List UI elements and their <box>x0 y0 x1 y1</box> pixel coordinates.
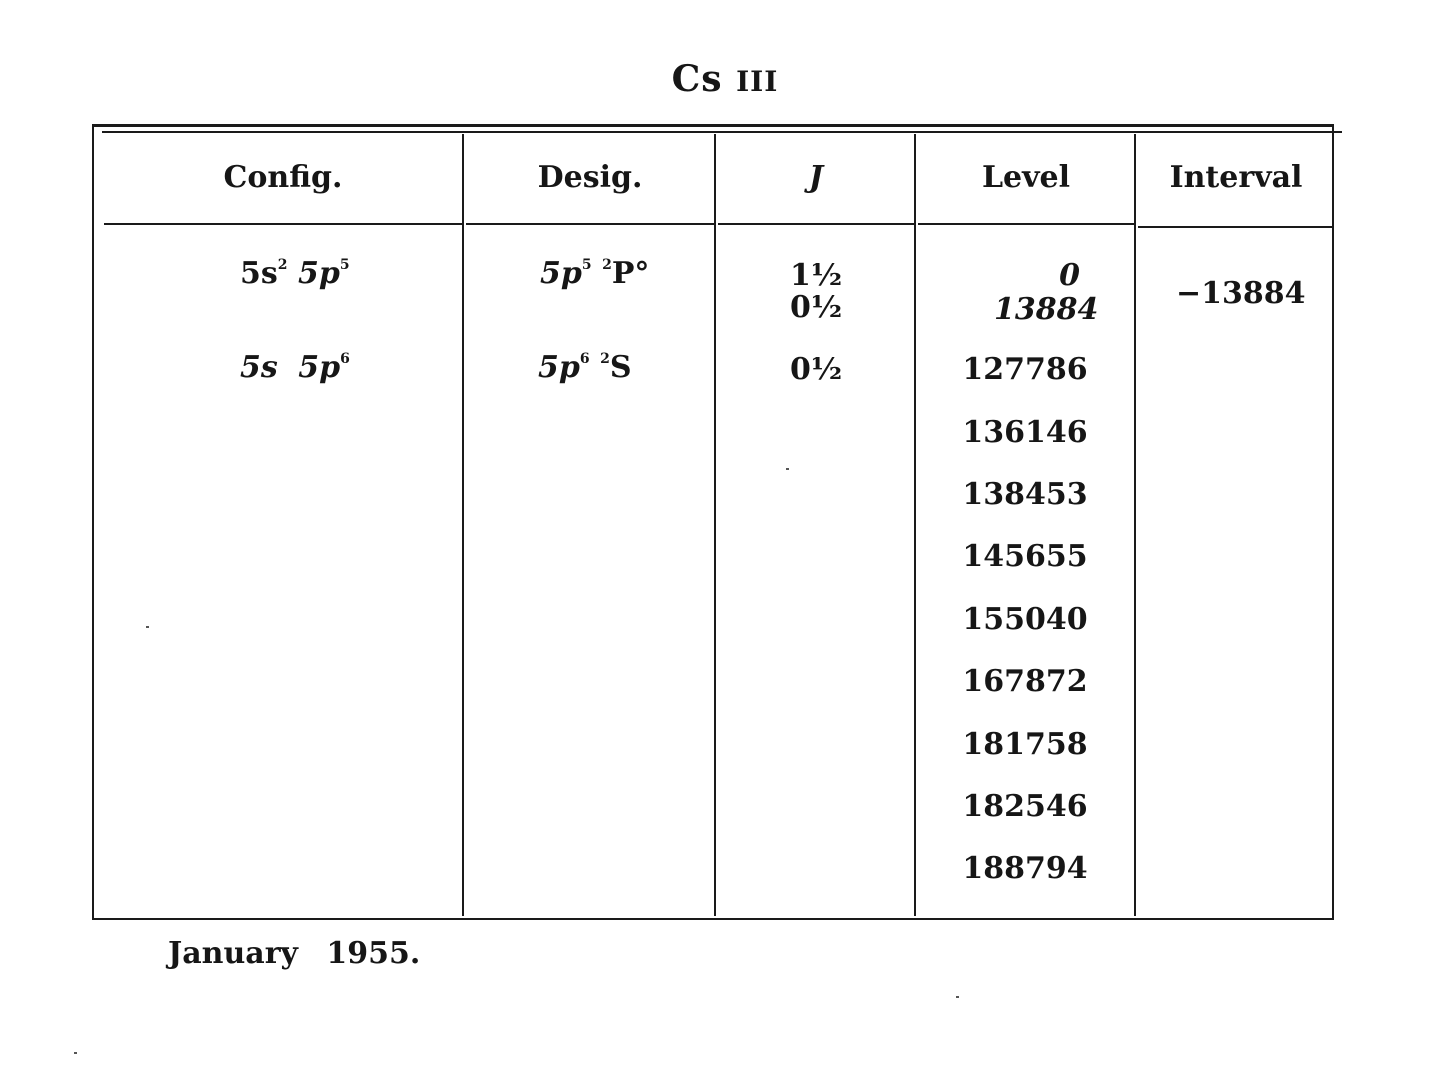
header-rule <box>466 223 714 225</box>
desig-subshell: 5p <box>540 256 582 291</box>
level-value: 181758 <box>962 727 1088 762</box>
scan-speck <box>146 626 149 628</box>
page-title <box>0 58 1433 100</box>
j-value: 1½ <box>790 258 843 293</box>
header-desig: Desig. <box>537 160 643 195</box>
config-cell <box>240 256 350 291</box>
level-value: 155040 <box>962 602 1088 637</box>
scan-speck <box>786 468 789 470</box>
column-divider <box>914 134 916 916</box>
config-cell <box>240 350 350 385</box>
header-rule <box>1138 226 1334 228</box>
desig-superscript: 6 <box>579 351 590 367</box>
config-subshell: 5p <box>298 350 341 385</box>
j-value: 0½ <box>790 352 843 387</box>
title-spectrum: III <box>736 65 779 98</box>
column-divider <box>1134 134 1136 916</box>
config-subshell: 5s <box>240 350 278 385</box>
header-rule <box>718 223 914 225</box>
desig-cell <box>540 256 649 291</box>
level-value: 138453 <box>962 477 1088 512</box>
header-rule <box>918 223 1134 225</box>
level-value: 13884 <box>994 292 1099 327</box>
header-interval: Interval <box>1169 160 1303 195</box>
level-value: 127786 <box>962 352 1088 387</box>
title-element: Cs <box>671 58 723 100</box>
desig-cell <box>538 350 631 385</box>
level-value: 188794 <box>962 851 1088 886</box>
config-subshell: 5p <box>297 256 340 291</box>
desig-superscript: 5 <box>581 257 592 273</box>
config-superscript: 5 <box>339 257 350 273</box>
desig-term: P° <box>611 256 650 291</box>
desig-multiplicity: 2 <box>600 351 610 367</box>
desig-term: S <box>609 350 632 385</box>
column-divider <box>714 134 716 916</box>
desig-subshell: 5p <box>538 350 580 385</box>
level-value: 167872 <box>962 664 1088 699</box>
config-superscript: 6 <box>340 351 350 367</box>
scan-speck <box>74 1052 77 1054</box>
interval-value: −13884 <box>1176 276 1306 311</box>
column-divider <box>462 134 464 916</box>
header-level: Level <box>981 160 1071 195</box>
header-rule <box>104 223 464 225</box>
level-value: 182546 <box>962 789 1088 824</box>
level-value: 145655 <box>962 539 1088 574</box>
desig-multiplicity: 2 <box>602 257 612 273</box>
table-top-rule <box>102 131 1342 133</box>
level-value: 136146 <box>962 415 1088 450</box>
table-frame <box>92 124 1334 920</box>
config-superscript: 2 <box>277 257 288 273</box>
level-value: 0 <box>1059 258 1080 293</box>
scan-speck <box>956 996 959 998</box>
header-config: Config. <box>223 160 343 195</box>
header-j: J <box>808 160 824 195</box>
j-value: 0½ <box>790 290 843 325</box>
config-subshell: 5s <box>240 256 278 291</box>
date-footer: January 1955. <box>168 936 421 971</box>
